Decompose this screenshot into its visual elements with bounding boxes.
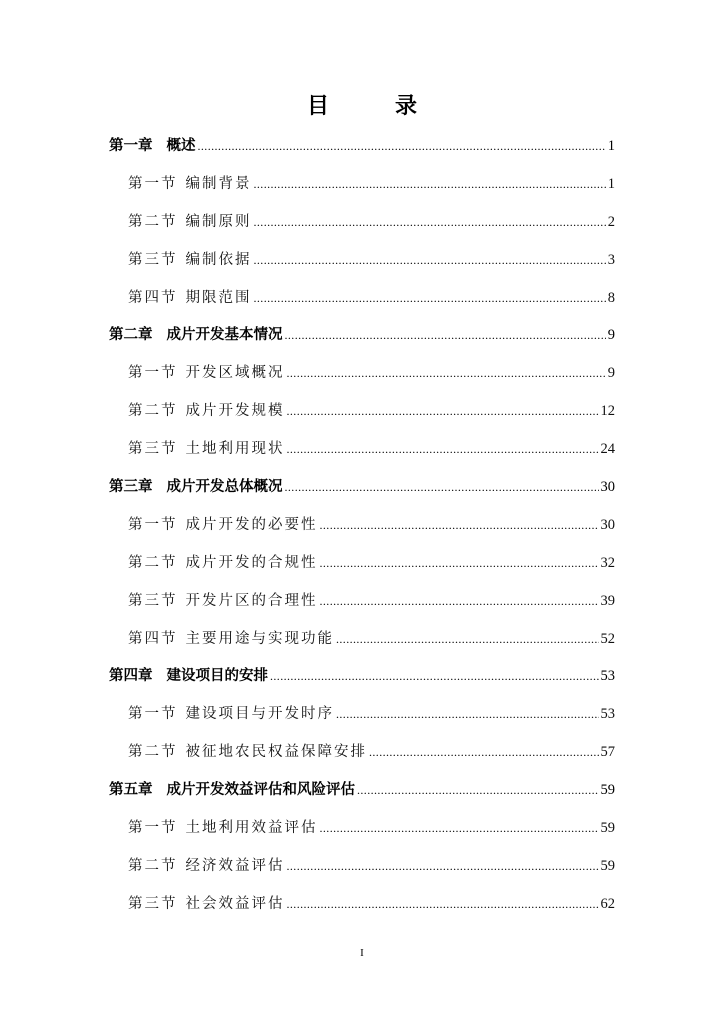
table-of-contents	[109, 128, 615, 924]
toc-entry-label: 第二章	[109, 327, 153, 344]
toc-section-entry[interactable]	[109, 583, 615, 621]
toc-entry-page-number: 9	[607, 365, 615, 382]
toc-entry-title: 主要用途与实现功能	[185, 630, 334, 647]
dot-leader	[320, 507, 599, 545]
dot-leader	[287, 848, 599, 886]
toc-entry-label: 第二节	[128, 213, 178, 230]
toc-chapter-entry[interactable]	[109, 658, 615, 696]
toc-entry-label: 第四节	[128, 630, 178, 647]
toc-section-entry[interactable]	[109, 166, 615, 204]
toc-entry-label: 第一节	[128, 706, 178, 723]
toc-entry-title: 建设项目的安排	[166, 668, 268, 685]
toc-section-entry[interactable]	[109, 393, 615, 431]
toc-entry-label: 第二节	[128, 744, 178, 761]
toc-section-entry[interactable]	[109, 545, 615, 583]
toc-entry-title: 经济效益评估	[185, 857, 285, 874]
toc-entry-label: 第三节	[128, 592, 178, 609]
toc-entry-page-number: 59	[600, 782, 615, 799]
toc-entry-page-number: 12	[600, 403, 615, 420]
toc-entry-label: 第一章	[109, 138, 153, 154]
toc-entry-page-number: 32	[600, 554, 615, 571]
toc-section-entry[interactable]	[109, 696, 615, 734]
toc-entry-label: 第三章	[109, 479, 153, 496]
toc-entry-page-number: 30	[600, 516, 615, 533]
toc-entry-page-number: 9	[607, 327, 615, 344]
dot-leader	[287, 886, 599, 924]
toc-entry-title: 编制背景	[185, 175, 252, 192]
dot-leader	[320, 583, 599, 621]
toc-entry-page-number: 24	[600, 441, 615, 458]
dot-leader	[287, 431, 599, 469]
toc-entry-title: 成片开发的必要性	[185, 516, 318, 533]
dot-leader	[285, 469, 599, 507]
dot-leader	[369, 734, 599, 772]
toc-entry-label: 第三节	[128, 251, 178, 268]
toc-entry-label: 第三节	[128, 895, 178, 912]
toc-entry-title: 社会效益评估	[185, 895, 285, 912]
toc-chapter-entry[interactable]	[109, 317, 615, 355]
toc-entry-title: 成片开发基本情况	[166, 327, 283, 344]
toc-entry-label: 第五章	[109, 782, 153, 799]
toc-section-entry[interactable]	[109, 848, 615, 886]
toc-section-entry[interactable]	[109, 280, 615, 318]
toc-entry-title: 开发片区的合理性	[185, 592, 318, 609]
toc-section-entry[interactable]	[109, 355, 615, 393]
toc-entry-label: 第一节	[128, 516, 178, 533]
toc-entry-label: 第二节	[128, 857, 178, 874]
toc-chapter-entry[interactable]	[109, 128, 615, 166]
toc-entry-page-number: 1	[607, 138, 615, 154]
toc-entry-title: 被征地农民权益保障安排	[185, 744, 367, 761]
toc-section-entry[interactable]	[109, 431, 615, 469]
toc-entry-page-number: 8	[607, 289, 615, 306]
dot-leader	[254, 166, 606, 204]
toc-entry-label: 第四章	[109, 668, 153, 685]
toc-entry-page-number: 30	[600, 479, 615, 496]
toc-entry-label: 第一节	[128, 820, 178, 837]
toc-entry-page-number: 53	[600, 668, 615, 685]
toc-entry-title: 成片开发效益评估和风险评估	[166, 782, 355, 799]
dot-leader	[320, 810, 599, 848]
page-title: 目 录	[306, 94, 439, 119]
toc-entry-page-number: 59	[600, 820, 615, 837]
toc-entry-title: 土地利用效益评估	[185, 820, 318, 837]
toc-entry-page-number: 52	[600, 630, 615, 647]
toc-section-entry[interactable]	[109, 242, 615, 280]
toc-section-entry[interactable]	[109, 621, 615, 659]
toc-entry-page-number: 2	[607, 213, 615, 230]
toc-entry-page-number: 59	[600, 857, 615, 874]
toc-entry-label: 第三节	[128, 441, 178, 458]
toc-entry-page-number: 62	[600, 895, 615, 912]
toc-entry-title: 概述	[166, 138, 196, 154]
toc-entry-label: 第四节	[128, 289, 178, 306]
footer-page-number: I	[360, 947, 364, 959]
toc-entry-page-number: 39	[600, 592, 615, 609]
toc-entry-label: 第一节	[128, 365, 178, 382]
toc-entry-label: 第一节	[128, 175, 178, 192]
toc-chapter-entry[interactable]	[109, 469, 615, 507]
dot-leader	[320, 545, 599, 583]
dot-leader	[254, 242, 606, 280]
toc-entry-page-number: 3	[607, 251, 615, 268]
toc-entry-title: 开发区域概况	[185, 365, 285, 382]
toc-section-entry[interactable]	[109, 886, 615, 924]
toc-section-entry[interactable]	[109, 810, 615, 848]
toc-entry-title: 建设项目与开发时序	[185, 706, 334, 723]
toc-entry-title: 土地利用现状	[185, 441, 285, 458]
toc-entry-title: 成片开发总体概况	[166, 479, 283, 496]
toc-section-entry[interactable]	[109, 507, 615, 545]
dot-leader	[357, 772, 599, 810]
toc-section-entry[interactable]	[109, 204, 615, 242]
dot-leader	[285, 317, 606, 355]
toc-entry-title: 成片开发的合规性	[185, 554, 318, 571]
dot-leader	[254, 204, 606, 242]
dot-leader	[336, 621, 599, 659]
toc-entry-label: 第二节	[128, 554, 178, 571]
dot-leader	[198, 128, 606, 166]
toc-entry-title: 成片开发规模	[185, 403, 285, 420]
toc-entry-page-number: 1	[607, 175, 615, 192]
toc-entry-label: 第二节	[128, 403, 178, 420]
toc-section-entry[interactable]	[109, 734, 615, 772]
dot-leader	[336, 696, 599, 734]
dot-leader	[270, 658, 599, 696]
toc-entry-page-number: 53	[600, 706, 615, 723]
dot-leader	[254, 280, 606, 318]
toc-entry-title: 编制依据	[185, 251, 252, 268]
dot-leader	[287, 355, 606, 393]
toc-chapter-entry[interactable]	[109, 772, 615, 810]
toc-entry-title: 期限范围	[185, 289, 252, 306]
dot-leader	[287, 393, 599, 431]
toc-entry-title: 编制原则	[185, 213, 252, 230]
toc-entry-page-number: 57	[600, 744, 615, 761]
